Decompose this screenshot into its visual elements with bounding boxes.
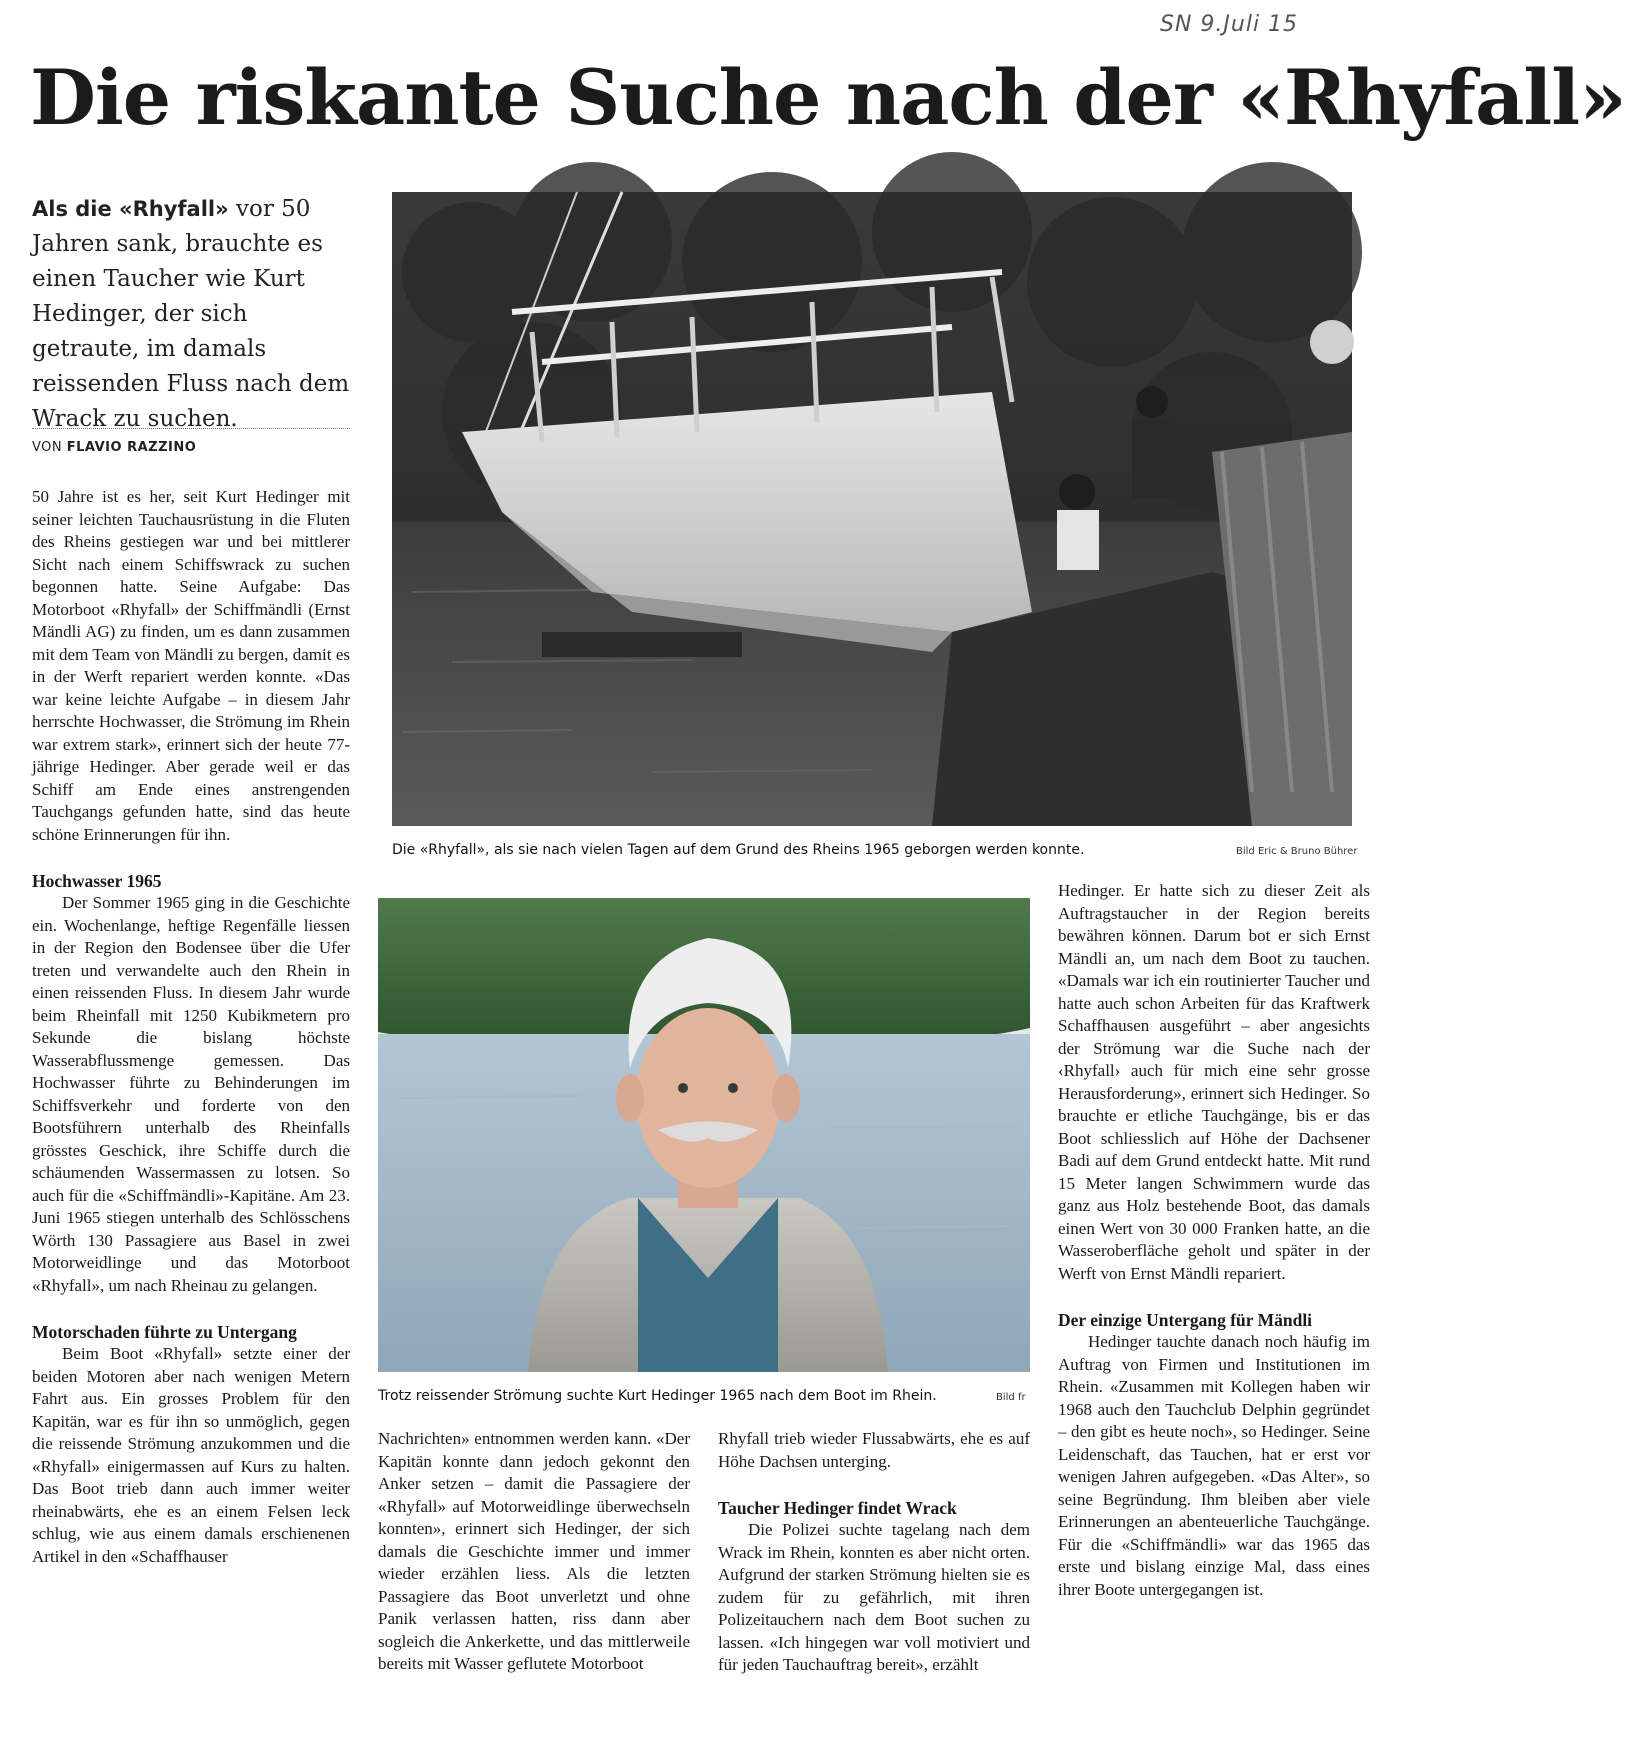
boat-photo-caption: Die «Rhyfall», als sie nach vielen Tagen auf dem Grund des Rheins 1965 geborgen werden konnte.: [392, 842, 1085, 858]
col3-paragraph-2: Die Polizei suchte tagelang nach dem Wrack im Rhein, konnten es aber nicht orten. Aufgrund der starken Strömung hielten sie es zudem für zu gefährlich, mit ihren Polizeitauchern nach dem Boot suchen zu lassen. «Ich hingegen war voll motiviert und für jeden Tauchauftrag bereit», erzählt: [718, 1520, 1030, 1674]
byline-prefix: VON: [32, 440, 63, 455]
portrait-photo-credit: Bild fr: [996, 1392, 1026, 1403]
article-column-2: [378, 1428, 690, 1676]
boat-photo-credit: Bild Eric & Bruno Bührer: [1236, 846, 1358, 857]
article-column-4: [1058, 880, 1370, 1601]
byline: [32, 440, 196, 455]
headline: Die riskante Suche nach der «Rhyfall»: [30, 53, 1626, 142]
subheading-hochwasser: Hochwasser 1965: [32, 871, 162, 891]
boat-photo: [392, 192, 1352, 826]
article-column-3: [718, 1428, 1030, 1677]
subheading-einziger-untergang: Der einzige Untergang für Mändli: [1058, 1310, 1313, 1330]
portrait-photo-caption: Trotz reissender Strömung suchte Kurt Hedinger 1965 nach dem Boot im Rhein.: [378, 1388, 937, 1404]
col1-paragraph-2: Der Sommer 1965 ging in die Geschichte ein. Wochenlange, heftige Regenfälle liessen in der Region den Bodensee über die Ufer treten und verwandelte auch den Rhein in einen reissenden Fluss. In diesem Jahr wurde beim Rheinfall mit 1250 Kubikmetern pro Sekunde die bislang höchste Wasserabflussmenge gemessen. Das Hochwasser führte zu Behinderungen im Schiffsverkehr und forderte von den Bootsführern unterhalb des Rheinfalls grösstes Geschick, ihre Schiffe durch die schäumenden Wassermassen zu lotsen. So auch für die «Schiffmändli»-Kapitäne. Am 23. Juni 1965 stiegen unterhalb des Schlösschens Wörth 130 Passagiere aus Basel in zwei Motorweidlinge und das Motorboot «Rhyfall», um nach Rheinau zu gelangen.: [32, 893, 350, 1295]
subheading-taucher: Taucher Hedinger findet Wrack: [718, 1498, 957, 1518]
subheading-motorschaden: Motorschaden führte zu Untergang: [32, 1322, 297, 1342]
col3-paragraph-1: Rhyfall trieb wieder Flussabwärts, ehe es auf Höhe Dachsen unterging.: [718, 1429, 1030, 1471]
col2-paragraph-1: Nachrichten» entnommen werden kann. «Der Kapitän konnte dann jedoch gekonnt den Anker setzen – damit die Passagiere der «Rhyfall» auf Motorweidlinge überwechseln konnten», erinnert sich Hedinger, der sich damals die Geschichte immer und immer wieder erzählen liess. Als die letzten Passagiere das Boot unverletzt und ohne Panik verlassen hatten, riss dann aber sogleich die Ankerkette, und das mittlerweile bereits mit Wasser geflutete Motorboot: [378, 1429, 690, 1673]
col4-paragraph-2: Hedinger tauchte danach noch häufig im Auftrag von Firmen und Institutionen im Rhein. «Zusammen mit Kollegen haben wir 1968 auch den Tauchclub Delphin gegründet – den gibt es heute noch», so Hedinger. Seine Leidenschaft, das Tauchen, hat er erst vor wenigen Jahren aufgegeben. «Das Alter», so seine Begründung. Ihm bleiben aber viele Erinnerungen an abenteuerliche Tauchgänge. Für die «Schiffmändli» war das 1965 das erste und bislang einzige Mal, dass eines ihrer Boote untergegangen ist.: [1058, 1332, 1370, 1599]
col1-paragraph-1: 50 Jahre ist es her, seit Kurt Hedinger mit seiner leichten Tauchausrüstung in die Fluten des Rheins gestiegen war und bei mittlerer Sicht nach einem Schiffswrack zu suchen begonnen hatte. Seine Aufgabe: Das Motorboot «Rhyfall» der Schiffmändli (Ernst Mändli AG) zu finden, um es dann zusammen mit dem Team von Mändli zu bergen, damit es in der Werft repariert werden konnte. «Das war keine leichte Aufgabe – in diesem Jahr herrschte Hochwasser, die Strömung im Rhein war extrem stark», erinnert sich der heute 77-jährige Hedinger. Aber gerade weil er das Schiff am Ende eines anstrengenden Tauchgangs gefunden hatte, sind das heute schöne Erinnerungen für ihn.: [32, 487, 350, 844]
article-column-1: [32, 486, 350, 1568]
lead-bold-intro: Als die «Rhyfall»: [32, 197, 229, 221]
lead-text: vor 50 Jahren sank, brauchte es einen Taucher wie Kurt Hedinger, der sich getraute, im damals reissenden Fluss nach dem Wrack zu suchen.: [32, 196, 350, 432]
portrait-photo: [378, 898, 1030, 1372]
lead-separator: [32, 428, 350, 429]
handwritten-date-note: SN 9.Juli 15: [1160, 12, 1299, 37]
lead-paragraph: [32, 192, 362, 437]
col1-paragraph-3: Beim Boot «Rhyfall» setzte einer der beiden Motoren aber nach wenigen Metern Fahrt aus. Ein grosses Problem für den Kapitän, war es für ihn so unmöglich, gegen die reissende Strömung anzukommen und die «Rhyfall» einigermassen auf Kurs zu halten. Das Boot trieb dann auch immer weiter rheinabwärts, ehe es an einem Felsen leck schlug, wie aus einem damals erschienenen Artikel in den «Schaffhauser: [32, 1344, 350, 1566]
col4-paragraph-1: Hedinger. Er hatte sich zu dieser Zeit als Auftragstaucher in der Region bereits bewähren können. Darum bot er sich Ernst Mändli an, um nach dem Boot zu tauchen. «Damals war ich ein routinierter Taucher und hatte auch schon Arbeiten für das Kraftwerk Schaffhausen ausgeführt – aber angesichts der Strömung war die Suche nach der ‹Rhyfall› auch für mich eine sehr grosse Herausforderung», erinnert sich Hedinger. So brauchte er etliche Tauchgänge, bis er das Boot schliesslich auf Höhe der Dachsener Badi auf dem Grund entdeckt hatte. Mit rund 15 Meter langen Schwimmern wurde das ganz aus Holz bestehende Boot, das damals einen Wert von 30 000 Franken hatte, an die Wasseroberfläche geholt und später in der Werft von Ernst Mändli repariert.: [1058, 881, 1370, 1283]
byline-author: FLAVIO RAZZINO: [66, 440, 197, 455]
